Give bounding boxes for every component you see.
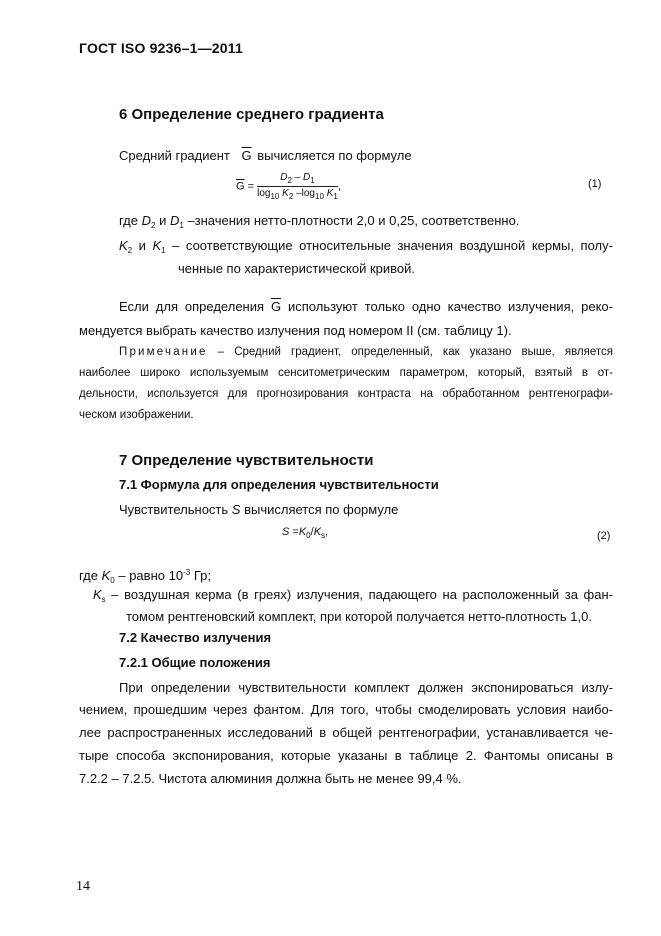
formula-2-k0: K <box>298 526 307 538</box>
equation-number-1: (1) <box>588 178 602 190</box>
para-721-line4: тыре способа экспонирования, которые указаны в таблице 2. Фантомы описаны в <box>79 748 613 763</box>
formula-1 <box>236 172 341 201</box>
where-d1-sub: 1 <box>179 221 184 230</box>
section-7-title: 7 Определение чувствительности <box>119 452 374 469</box>
k-and: и <box>138 238 146 253</box>
sensitivity-intro <box>119 499 398 521</box>
num-d1-sub: 1 <box>310 176 315 185</box>
equation-number-2: (2) <box>597 530 611 542</box>
den-log2-sub: 10 <box>315 192 324 201</box>
num-d2-sub: 2 <box>287 176 292 185</box>
den-log2: log <box>301 188 315 199</box>
den-minus: – <box>293 188 302 199</box>
page-number: 14 <box>76 879 90 894</box>
ks-definition-line2: томом рентгеновский комплект, при которой получается нетто-плотность 1,0. <box>126 609 592 624</box>
ks-line1-text: – воздушная керма (в греях) излучения, падающего на расположенный за фан- <box>111 587 613 602</box>
formula-2-slash: / <box>310 526 314 538</box>
num-d1: D <box>303 172 311 183</box>
paragraph-line2: мендуется выбрать качество излучения под номером II (см. таблицу 1). <box>79 323 512 338</box>
k2-sub: 2 <box>127 246 133 255</box>
where-and: и <box>159 213 167 228</box>
where-d2-sub: 2 <box>151 221 156 230</box>
formula-2 <box>282 526 328 540</box>
document-header: ГОСТ ISO 9236–1—2011 <box>79 40 243 56</box>
subsection-7-1-title: 7.1 Формула для определения чувствительности <box>119 477 439 492</box>
paragraph-line1 <box>119 296 613 318</box>
where-d1: D <box>169 213 180 228</box>
formula-2-comma: , <box>325 526 329 538</box>
formula-2-eq: = <box>289 526 299 538</box>
ks-k: K <box>93 587 102 602</box>
where-k0: K <box>101 568 111 583</box>
para-text-b: используют только одно качество излучения, реко- <box>288 299 613 314</box>
note-line1-rest: – Средний градиент, определенный, как указано выше, является <box>207 346 613 358</box>
section-6-title: 6 Определение среднего градиента <box>119 106 384 123</box>
note-line2: наиболее широко используемым сенситометрическим параметром, который, взятый в от- <box>79 367 613 379</box>
formula-2-k0-sub: 0 <box>306 531 311 540</box>
intro-text-after: вычисляется по формуле <box>257 148 412 163</box>
where-prefix: где <box>119 213 138 228</box>
para-721-line5: 7.2.2 – 7.2.5. Чистота алюминия должна быть не менее 99,4 %. <box>79 771 462 786</box>
note-label: Примечание <box>119 346 208 358</box>
formula-2-ks-sub: s <box>321 531 326 540</box>
where-d2: D <box>141 213 151 228</box>
formula-1-fraction <box>257 172 338 201</box>
den-k2-sub: 2 <box>288 192 294 201</box>
note-line4: ческом изображении. <box>79 409 194 421</box>
k1-sub: 1 <box>161 246 166 255</box>
k2: K <box>119 238 128 253</box>
den-log1-sub: 10 <box>270 192 280 201</box>
symbol-g-bar: $\overline{G}$ <box>241 148 252 163</box>
k-rest-line1: – соответствующие относительные значения воздушной кермы, полу- <box>172 238 613 253</box>
ks-sub: s <box>101 595 106 604</box>
den-log1: log <box>257 188 271 199</box>
sens-text-b: вычисляется по формуле <box>244 502 399 517</box>
para-721-line1: При определении чувствительности комплект должен экспонироваться излу- <box>119 680 613 695</box>
where-rest: –значения нетто-плотности 2,0 и 0,25, соответственно. <box>187 213 520 228</box>
formula-2-ks: K <box>313 526 322 538</box>
where-k0-sub: 0 <box>110 576 115 585</box>
where-k0-rest: – равно 10 <box>118 568 184 583</box>
num-d2: D <box>280 172 288 183</box>
where-k0-sup: -3 <box>183 568 191 577</box>
note-line3: дельности, используется для прогнозирования контраста на обработанном рентгенографи- <box>79 388 613 400</box>
sens-text-a: Чувствительность <box>119 502 229 517</box>
den-k1-sub: 1 <box>333 192 338 201</box>
subsection-7-2-1-title: 7.2.1 Общие положения <box>119 655 271 670</box>
sens-symbol-s: S <box>231 502 241 517</box>
formula-1-denominator <box>257 187 338 201</box>
formula-1-lhs: $\overline{G}$ <box>236 180 245 193</box>
subsection-7-2-title: 7.2 Качество излучения <box>119 630 272 645</box>
formula-2-s: S <box>282 526 290 538</box>
where-d-line <box>119 210 519 237</box>
note-line1 <box>119 342 613 363</box>
formula-1-numerator <box>257 172 338 187</box>
intro-text-before: Средний градиент <box>119 148 230 163</box>
para-721-line3: лее распространенных исследований в общей рентгенографии, устанавливается че- <box>79 725 613 740</box>
k1: K <box>152 238 162 253</box>
para-text-a: Если для определения <box>119 299 265 314</box>
den-k1: K <box>326 188 334 199</box>
formula-1-comma: , <box>337 180 341 193</box>
section-6-intro <box>119 145 412 167</box>
para-721-line2: чением, прошедшим через фантом. Для того, чтобы смоделировать условия наибо- <box>79 702 613 717</box>
where-k0-prefix: где <box>79 568 98 583</box>
formula-1-eq: = <box>247 180 255 193</box>
k-definition-line2: ченные по характеристической кривой. <box>178 261 416 276</box>
den-k2: K <box>282 188 289 199</box>
num-minus: – <box>291 172 304 183</box>
para-symbol-g: $\overline{G}$ <box>270 299 282 314</box>
where-k0-unit: Гр; <box>193 568 211 583</box>
